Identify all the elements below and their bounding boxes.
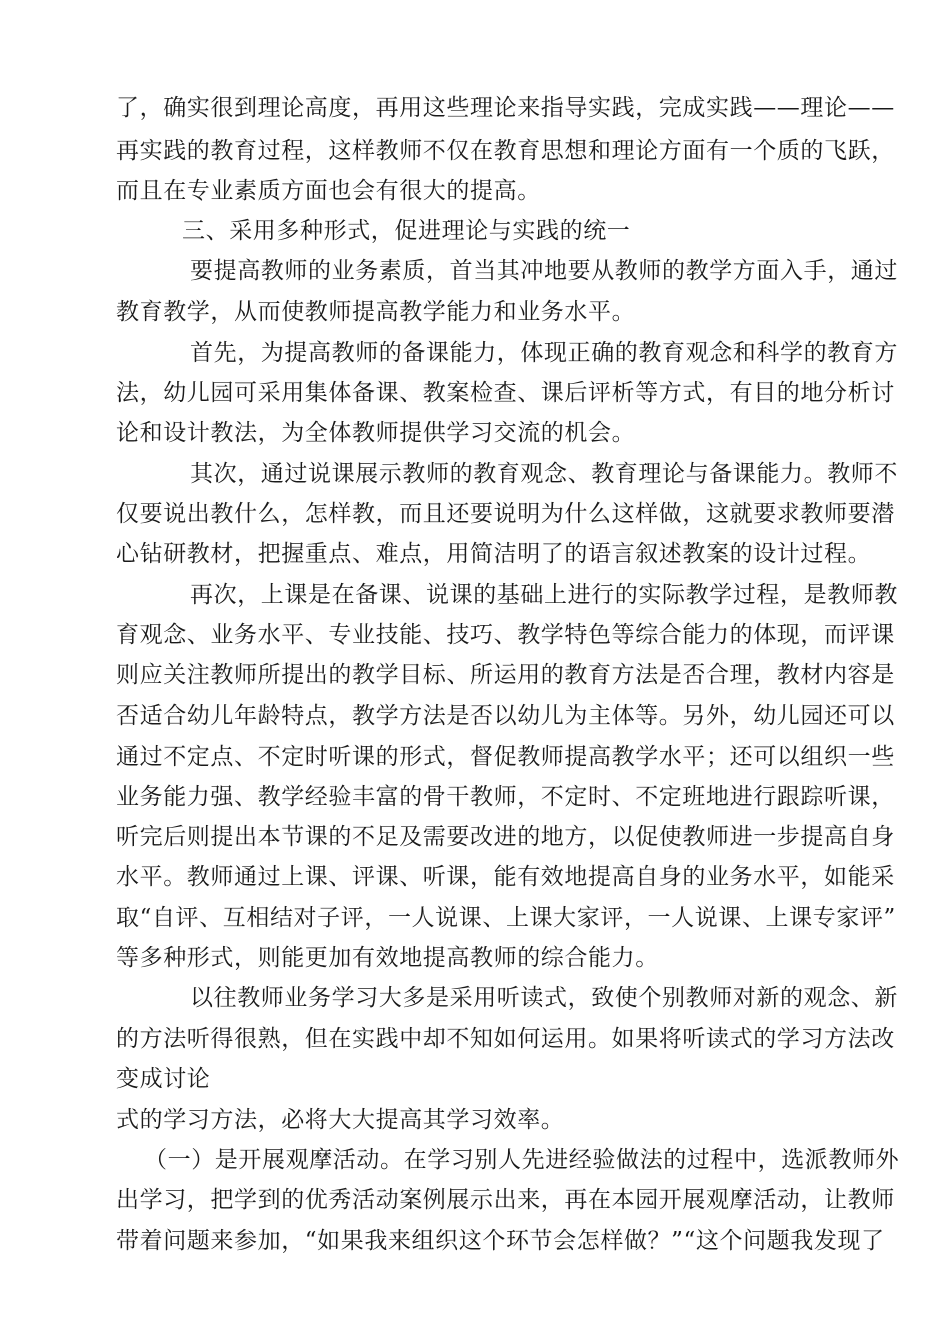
text-line: （一）是开展观摩活动。在学习别人先进经验做法的过程中，选派教师外 — [144, 1147, 900, 1173]
text-line: 了，确实很到理论高度，再用这些理论来指导实践，完成实践——理论—— — [116, 95, 895, 121]
text-line: 则应关注教师所提出的教学目标、所运用的教育方法是否合理，教材内容是 — [116, 662, 895, 688]
text-line: 其次，通过说课展示教师的教育观念、教育理论与备课能力。教师不 — [190, 461, 898, 487]
text-line: 式的学习方法，必将大大提高其学习效率。 — [116, 1107, 565, 1133]
text-line: 育观念、业务水平、专业技能、技巧、教学特色等综合能力的体现，而评课 — [116, 622, 895, 648]
text-line: 的方法听得很熟，但在实践中却不知如何运用。如果将听读式的学习方法改 — [116, 1026, 895, 1052]
text-line: 再次，上课是在备课、说课的基础上进行的实际教学过程，是教师教 — [190, 582, 898, 608]
text-line: 而且在专业素质方面也会有很大的提高。 — [116, 178, 541, 204]
section-heading: 三、采用多种形式，促进理论与实践的统一 — [182, 218, 631, 244]
text-line: 法，幼儿园可采用集体备课、教案检查、课后评析等方式，有目的地分析讨 — [116, 380, 895, 406]
text-line: 仅要说出教什么，怎样教，而且还要说明为什么这样做，这就要求教师要潜 — [116, 501, 895, 527]
text-line: 要提高教师的业务素质，首当其冲地要从教师的教学方面入手，通过 — [190, 258, 898, 284]
text-line: 以往教师业务学习大多是采用听读式，致使个别教师对新的观念、新 — [190, 985, 898, 1011]
text-line: 等多种形式，则能更加有效地提高教师的综合能力。 — [116, 945, 659, 971]
text-line: 变成讨论 — [116, 1066, 211, 1092]
text-line: 带着问题来参加，“如果我来组织这个环节会怎样做？”“这个问题我发现了 — [116, 1228, 885, 1254]
text-line: 否适合幼儿年龄特点，教学方法是否以幼儿为主体等。另外，幼儿园还可以 — [116, 703, 895, 729]
text-line: 再实践的教育过程，这样教师不仅在教育思想和理论方面有一个质的飞跃， — [116, 138, 895, 164]
text-line: 取“自评、互相结对子评，一人说课、上课大家评，一人说课、上课专家评” — [116, 905, 896, 931]
text-line: 心钻研教材，把握重点、难点，用简洁明了的语言叙述教案的设计过程。 — [116, 541, 872, 567]
text-line: 出学习，把学到的优秀活动案例展示出来，再在本园开展观摩活动，让教师 — [116, 1187, 895, 1213]
text-line: 通过不定点、不定时听课的形式，督促教师提高教学水平；还可以组织一些 — [116, 744, 895, 770]
text-line: 教育教学，从而使教师提高教学能力和业务水平。 — [116, 299, 636, 325]
text-line: 水平。教师通过上课、评课、听课，能有效地提高自身的业务水平，如能采 — [116, 864, 895, 890]
text-line: 首先，为提高教师的备课能力，体现正确的教育观念和科学的教育方 — [190, 340, 898, 366]
text-line: 听完后则提出本节课的不足及需要改进的地方，以促使教师进一步提高自身 — [116, 824, 895, 850]
text-line: 业务能力强、教学经验丰富的骨干教师，不定时、不定班地进行跟踪听课， — [116, 784, 895, 810]
text-line: 论和设计教法，为全体教师提供学习交流的机会。 — [116, 420, 636, 446]
